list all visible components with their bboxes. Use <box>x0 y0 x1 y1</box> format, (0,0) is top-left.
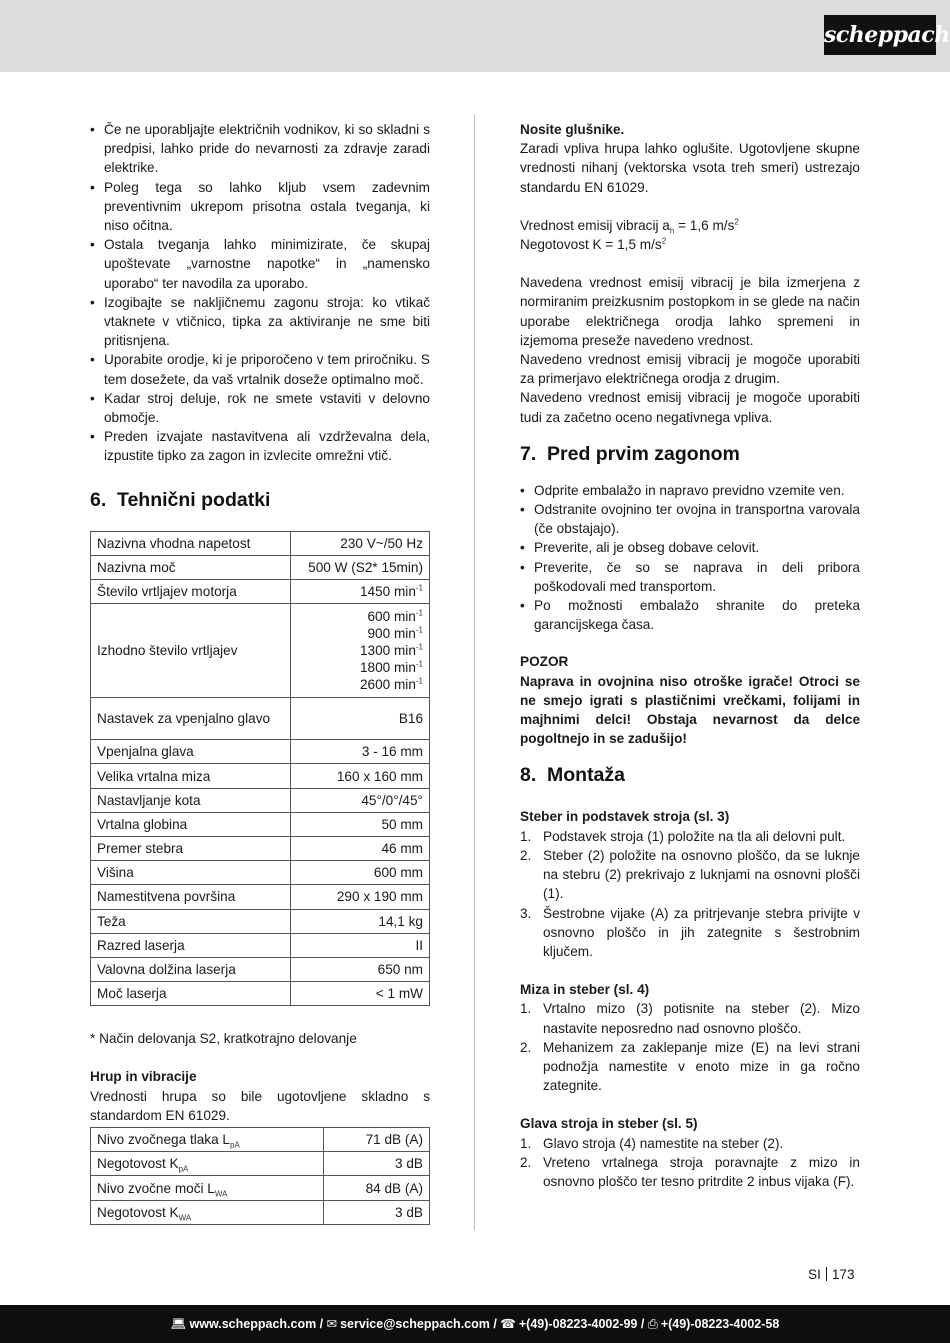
list-item: 2. Vreteno vrtalnega stroja poravnajte z mizo in osnovno ploščo ter tesno pritrdite 2 inbus vijaka (F). <box>520 1154 860 1189</box>
list-item: 2. Mehanizem za zaklepanje mize (E) na levi strani podnožja namestite v enoto mize in ga ročno zategnite. <box>520 1039 860 1094</box>
noise-table <box>90 1127 430 1225</box>
email-icon: ✉ <box>326 1317 338 1331</box>
list-item: • Če ne uporabljajte električnih vodnikov, ki so skladni s predpisi, lahko pride do nevarnosti za zdravje zaradi elektrike. <box>90 120 430 178</box>
vibration-value: Vrednost emisij vibracij $a_h = 1,6$ $m/s^2$ <box>520 217 739 236</box>
footer-phone: +(49)-08223-4002-99 <box>518 1317 638 1331</box>
list-item: • Izogibajte se nakljičnemu zagonu stroja: ko vtikač vtaknete v vtičnico, tipka za aktiviranje ne sme biti pritisnjena. <box>90 293 430 351</box>
assembly-steps-table <box>520 999 860 1095</box>
footnote: * Način delovanja S2, kratkotrajno delovanje <box>90 1031 357 1047</box>
subsection-heading: Steber in podstavek stroja (sl. 3) <box>520 809 730 825</box>
computer-icon: 💻︎ <box>170 1317 187 1331</box>
left-column <box>90 120 430 1225</box>
table-row: Teža 14,1 kg <box>91 909 430 933</box>
table-row: Namestitvena površina 290 x 190 mm <box>91 885 430 909</box>
first-start-bullet-list <box>520 481 860 635</box>
list-item: • Ostala tveganja lahko minimizirate, če skupaj upoštevate „varnostne napotke“ in „namensko uporabo“ ter navodila za uporabo. <box>90 235 430 293</box>
list-item: • Preverite, ali je obseg dobave celovit. <box>520 538 860 557</box>
list-item: 1. Glavo stroja (4) namestite na steber (2). <box>520 1135 784 1151</box>
table-row: Nastavek za vpenjalno glavo B16 <box>91 698 430 740</box>
section-7-heading: 7. Pred prvim zagonom <box>520 442 740 465</box>
table-row: Število vrtljajev motorja 1450 $\min^{-1}$ <box>91 580 430 604</box>
list-item: • Poleg tega so lahko kljub vsem zadevnim preventivnim ukrepom prisotna ostala tveganja, ki niso očitna. <box>90 178 430 236</box>
table-row: Vrtalna globina 50 mm <box>91 812 430 836</box>
table-row: Nazivna vhodna napetost 230 V~/50 Hz <box>91 531 430 555</box>
subsection-heading: Glava stroja in steber (sl. 5) <box>520 1116 698 1132</box>
fax-icon: ⎙ <box>647 1317 658 1331</box>
warning-text: Naprava in ovojnina niso otroške igrače! Otroci se ne smejo igrati s plastičnimi vrečkami, folijami in majhnimi delci! Obstaja nevarnost da delce pogoltnejo in se zadušijo! <box>520 673 860 747</box>
list-item: 2. Steber (2) položite na osnovno ploščo, da se luknje na stebru (2) prekrivajo z luknjami na osnovni plošči (1). <box>520 847 860 902</box>
right-column <box>520 120 860 1191</box>
table-row: Moč laserja < 1 mW <box>91 982 430 1006</box>
table-row: Velika vrtalna miza 160 x 160 mm <box>91 764 430 788</box>
noise-heading: Hrup in vibracije <box>90 1069 197 1085</box>
list-item: • Kadar stroj deluje, rok ne smete vstaviti v delovno območje. <box>90 389 430 427</box>
safety-bullet-list <box>90 120 430 466</box>
column-divider <box>474 115 475 1230</box>
phone-icon: ☎ <box>500 1317 516 1331</box>
footer-email[interactable]: service@scheppach.com <box>340 1317 490 1331</box>
header-bar <box>0 0 950 72</box>
technical-data-table <box>90 531 430 1007</box>
list-item: 1. Podstavek stroja (1) položite na tla ali delovni pult. <box>520 828 846 844</box>
page-number: SI 173 <box>808 1267 855 1282</box>
footer-website[interactable]: www.scheppach.com <box>189 1317 317 1331</box>
list-item: 1. Vrtalno mizo (3) potisnite na steber (2). Mizo nastavite neposredno nad osnovno ploščo. <box>520 1001 860 1036</box>
table-row: Vpenjalna glava 3 - 16 mm <box>91 740 430 764</box>
section-6-heading: 6. Tehnični podatki <box>90 488 271 511</box>
table-row: Negotovost $K_{pA}$ 3 dB <box>91 1152 430 1176</box>
page-number-separator <box>826 1267 827 1281</box>
table-row: Valovna dolžina laserja 650 nm <box>91 957 430 981</box>
warning-title: POZOR <box>520 654 569 670</box>
ear-protection-heading: Nosite glušnike. <box>520 122 625 137</box>
table-row: Premer stebra 46 mm <box>91 836 430 860</box>
list-item: • Odstranite ovojnino ter ovojna in transportna varovala (če obstajajo). <box>520 500 860 538</box>
list-item: • Preden izvajate nastavitvena ali vzdrževalna dela, izpustite tipko za zagon in izvlecite omrežni vtič. <box>90 427 430 465</box>
table-row: Nivo zvočnega tlaka $L_{pA}$ 71 dB (A) <box>91 1128 430 1152</box>
assembly-steps-head <box>520 1134 860 1192</box>
subsection-heading: Miza in steber (sl. 4) <box>520 982 650 998</box>
vibration-uncertainty: Negotovost K = 1,5 $m/s^2$ <box>520 236 667 253</box>
table-row: Nivo zvočne moči $L_{WA}$ 84 dB (A) <box>91 1176 430 1200</box>
list-item: • Uporabite orodje, ki je priporočeno v tem priročniku. S tem dosežete, da vaš vrtalnik doseže optimalno moč. <box>90 350 430 388</box>
footer-fax: +(49)-08223-4002-58 <box>660 1317 780 1331</box>
scheppach-logo: scheppach <box>824 15 936 55</box>
list-item: 3. Šestrobne vijake (A) za pritrjevanje stebra privijte v osnovno ploščo in jih zategnite s šestrobnim ključem. <box>520 905 860 959</box>
vibration-paragraph: Navedena vrednost emisij vibracij je bila izmerjena z normiranim preizkusnim postopkom in se glede na način uporabe električnega orodja lahko spremeni in izjemoma preseže navedeno vrednost. <box>520 275 860 348</box>
noise-text: Vrednosti hrupa so bile ugotovljene skladno s standardom EN 61029. <box>90 1088 430 1123</box>
table-row: Nastavljanje kota 45°/0°/45° <box>91 788 430 812</box>
vibration-paragraph: Navedeno vrednost emisij vibracij je mogoče uporabiti tudi za začetno oceno negativnega vpliva. <box>520 390 860 425</box>
section-8-heading: 8. Montaža <box>520 764 625 787</box>
table-row: Višina 600 mm <box>91 861 430 885</box>
table-row: Razred laserja II <box>91 933 430 957</box>
table-row: Nazivna moč 500 W (S2* 15min) <box>91 555 430 579</box>
list-item: • Po možnosti embalažo shranite do preteka garancijskega časa. <box>520 596 860 634</box>
footer-bar: 💻︎ www.scheppach.com / ✉ service@scheppach.com / ☎ +(49)-08223-4002-99 / ⎙ +(49)-08223-4002-58 <box>0 1305 950 1343</box>
assembly-steps-column <box>520 827 860 961</box>
list-item: • Odprite embalažo in napravo previdno vzemite ven. <box>520 481 860 500</box>
table-row: Izhodno število vrtljajev 600 $\min^{-1}$ 900 $\min^{-1}$ 1300 $\min^{-1}$ 1800 $\min^{-1}$ 2600 $\min^{-1}$ <box>91 604 430 698</box>
table-row: Negotovost $K_{WA}$ 3 dB <box>91 1200 430 1224</box>
list-item: • Preverite, če so se naprava in deli pribora poškodovali med transportom. <box>520 558 860 596</box>
vibration-paragraph: Navedeno vrednost emisij vibracij je mogoče uporabiti za primerjavo električnega orodja z drugim. <box>520 352 860 387</box>
ear-protection-text: Zaradi vpliva hrupa lahko oglušite. Ugotovljene skupne vrednosti nihanj (vektorska vsota treh smeri) ustrezajo standardu EN 61029. <box>520 141 860 195</box>
